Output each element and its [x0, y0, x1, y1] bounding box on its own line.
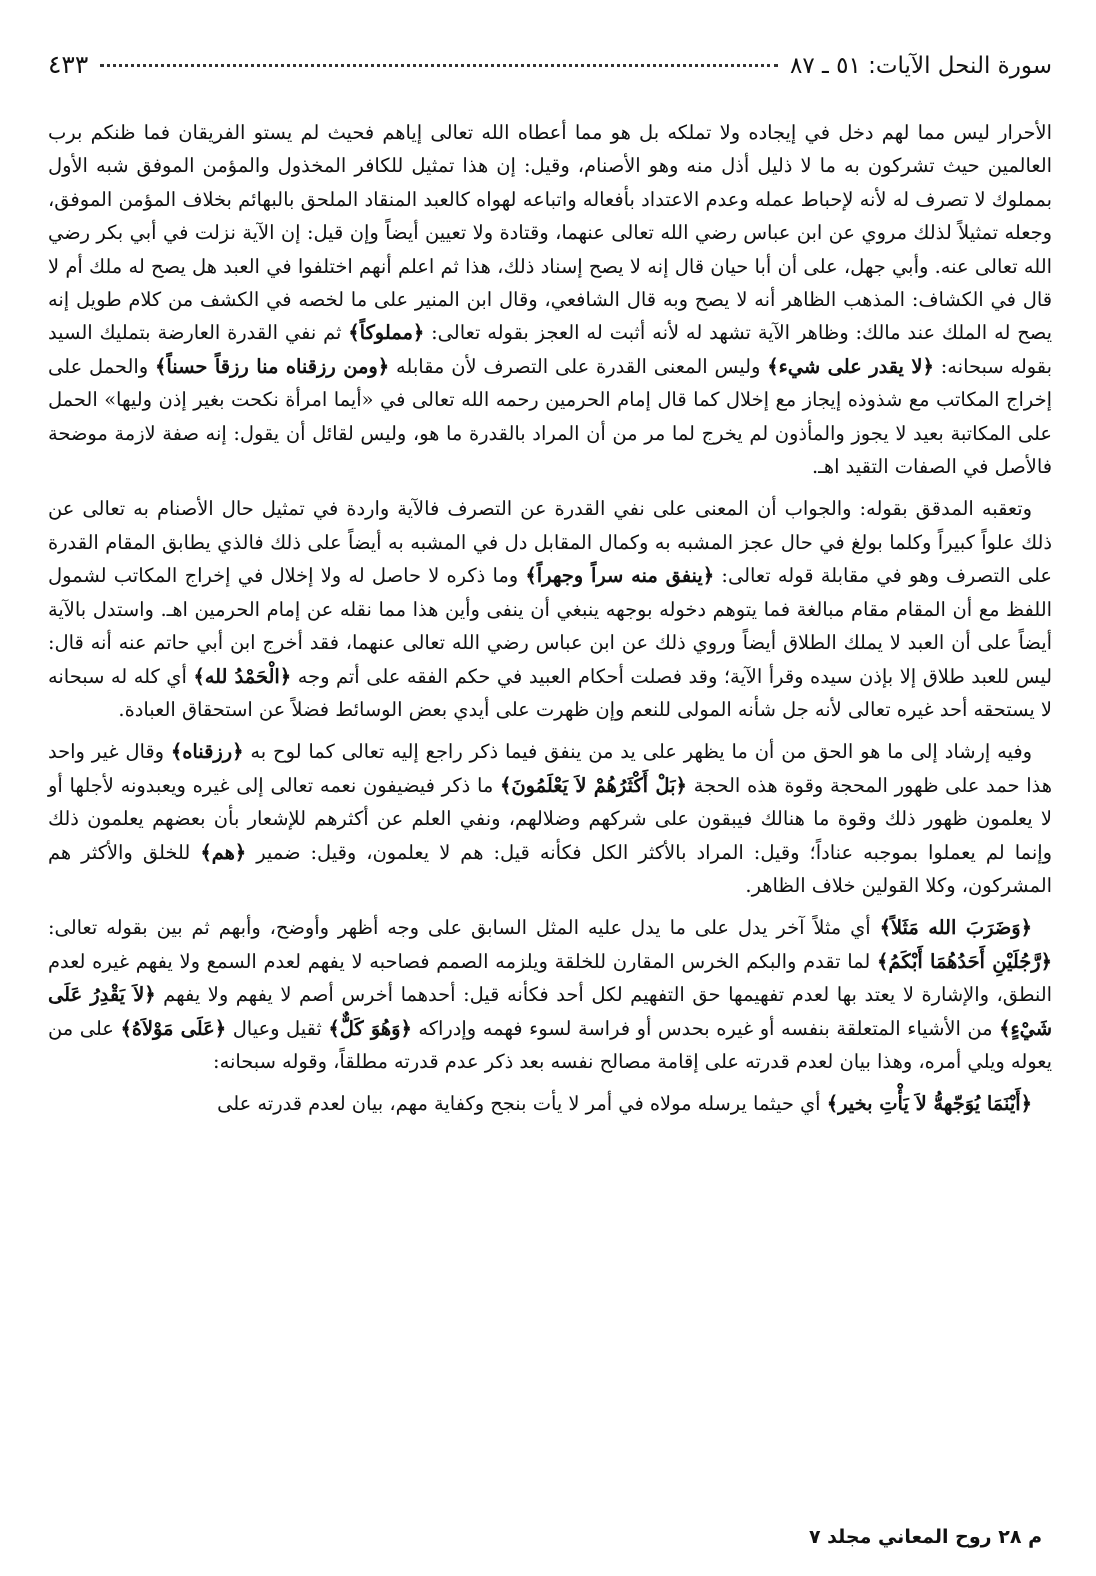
page-body: [48, 116, 1052, 1121]
text-run: وفيه إرشاد إلى ما هو الحق من أن ما يظهر على يد من ينفق فيما ذكر راجع إليه تعالى كما لوح به: [243, 740, 1032, 764]
quranic-quote: ﴿الْحَمْدُ لله﴾: [193, 664, 292, 688]
text-run: وقال غير واحد هذا حمد على ظهور المحجة وقوة هذه الحجة: [48, 740, 1052, 797]
page-footer: م ٢٨ روح المعاني مجلد ٧: [808, 1526, 1042, 1548]
quranic-quote: ﴿رزقناه﴾: [170, 740, 244, 764]
quranic-quote: ﴿لا يقدر على شيء﴾: [767, 354, 934, 378]
quranic-quote: ﴿وَهُوَ كَلٌّ﴾: [328, 1016, 412, 1040]
paragraph: [48, 911, 1052, 1078]
text-run: ثقيل وعيال: [226, 1016, 329, 1040]
header-leader-dots: [100, 63, 778, 67]
text-run: وما ذكره لا حاصل له ولا إخلال في إخراج المكاتب لشمول اللفظ مع أن المقام مقام مبالغة فما يتوهم دخوله بوجهه ينبغي أن ينفى وأين هذا مما نقله عن إمام الحرمين اهـ. واستدل بالآية أيضاً على أن العبد لا يملك الطلاق أيضاً وروي ذلك عن ابن عباس رضي الله تعالى عنهما، فقد أخرج ابن أبي حاتم عنه أنه قال: ليس للعبد طلاق إلا بإذن سيده وقرأ الآية؛ وقد فصلت أحكام العبيد في حكم الفقه على أتم وجه: [48, 564, 1053, 688]
quranic-quote: ﴿مملوكاً﴾: [348, 321, 425, 345]
paragraph: [48, 492, 1052, 726]
paragraph: [48, 116, 1052, 483]
quranic-quote: ﴿رَّجُلَيْنِ أَحَدُهُمَا أَبْكَمُ﴾: [876, 949, 1052, 973]
text-run: والحمل على إخراج المكاتب مع شذوذه إيجاز مع إخلال كما قال إمام الحرمين رحمه الله تعالى في «أيما امرأة نكحت بغير إذن وليها» الحمل على المكاتبة بعيد لا يجوز والمأذون لم يخرج لما مر من أن المراد بالقدرة ما هو، وليس لقائل أن يقول: إنه صفة لازمة موضحة فالأصل في الصفات التقيد اهـ.: [48, 354, 1052, 479]
text-run: ما ذكر فيضيفون نعمه تعالى إلى غيره ويعبدونه لأجلها أو لا يعلمون ظهور ذلك وقوة ما هنالك فيبقون على شركهم وضلالهم، ونفي العلم عن أكثرهم للإشعار بأن بعضهم يعلمون ذلك وإنما لم يعملوا بموجبه عناداً؛ وقيل: المراد بالأكثر الكل فكأنه قيل: هم لا يعلمون، وقيل: ضمير: [48, 773, 1052, 864]
quranic-quote: ﴿أَيْنَمَا يُوَجّههُّ لاَ يَأْتِ بخير﴾: [826, 1092, 1032, 1116]
chapter-title: سورة النحل الآيات: ٥١ ـ ٨٧: [790, 53, 1052, 79]
text-run: لما تقدم والبكم الخرس المقارن للخلقة ويلزمه الصمم فصاحبه لا يفهم لعدم السمع ولا يفهم غيره لعدم النطق، والإشارة لا يعتد بها لعدم تفهيمها حق التفهيم لكل أحد فكأنه قيل: أحدهما أخرس أصم لا يفهم ولا يفهم: [48, 949, 1053, 1007]
text-run: وتعقبه المدقق بقوله: والجواب أن المعنى على نفي القدرة عن التصرف فالآية واردة في تمثيل حال الأصنام به تعالى عن ذلك علواً كبيراً وكلما بولغ في حال عجز المشبه به وكمال المقابل دل في المشبه به أيضاً على ذلك فالذي يطابق المقام القدرة على التصرف وهو في مقابلة قوله تعالى:: [48, 497, 1052, 588]
page-number: ٤٣٣: [48, 50, 89, 79]
quranic-quote: ﴿وَضَرَبَ الله مَثَلاً﴾: [879, 916, 1032, 940]
quranic-quote: ﴿ومن رزقناه منا رزقاً حسناً﴾: [155, 354, 390, 378]
paragraph: [48, 735, 1052, 902]
text-run: من الأشياء المتعلقة بنفسه أو غيره بحدس أو فراسة لسوء فهمه وإدراكه: [411, 1016, 1000, 1040]
quranic-quote: ﴿لاَ يَقْدِرُ عَلَى شَيْءٍ﴾: [48, 983, 1053, 1040]
quranic-quote: ﴿عَلَى مَوْلاَهُ﴾: [120, 1016, 227, 1040]
quranic-quote: ﴿بَلْ أَكْثَرُهُمْ لاَ يَعْلَمُونَ﴾: [500, 773, 687, 797]
text-run: أي كله له سبحانه لا يستحقه أحد غيره تعالى لأنه جل شأنه المولى للنعم وإن ظهرت على أيدي بعض الوسائط فضلاً عن استحقاق العبادة.: [48, 664, 1052, 721]
quranic-quote: ﴿ينفق منه سراً وجهراً﴾: [525, 564, 715, 588]
quranic-quote: ﴿هم﴾: [200, 840, 247, 864]
text-run: أي مثلاً آخر يدل على ما يدل عليه المثل السابق على وجه أظهر وأوضح، وأبهم ثم بين بقوله تعالى:: [48, 916, 880, 940]
text-run: الأحرار ليس مما لهم دخل في إيجاده ولا تملكه بل هو مما أعطاه الله تعالى إياهم فحيث لم يستو الفريقان فما ظنكم برب العالمين حيث تشركون به ما لا ذليل أذل منه وهو الأصنام، وقيل: إن هذا تمثيل للكافر المخذول والمؤمن الموفق شبه الأول بمملوك لا تصرف له لأنه لإحباط عمله وعدم الاعتداد بأفعاله واتباعه لهواه كالعبد المنقاد الملحق بالبهائم بخلاف المؤمن الموفق، وجعله تمثيلاً لذلك مروي عن ابن عباس رضي الله تعالى عنهما، وقتادة ولا تعيين أيضاً وإن قيل: إن الآية نزلت في أبي بكر رضي الله تعالى عنه. وأبي جهل، على أن أبا حيان قال إنه لا يصح إسناد ذلك، هذا ثم اعلم أنهم اختلفوا في العبد هل يصح له ملك أم لا قال في الكشاف: المذهب الظاهر أنه لا يصح وبه قال الشافعي، وقال ابن المنير على ما لخصه في الكشف من كلام طويل إنه يصح له الملك عند مالك: وظاهر الآية تشهد له لأنه أثبت له العجز بقوله تعالى:: [48, 121, 1052, 345]
running-header: [48, 50, 1052, 90]
paragraph: [48, 1087, 1052, 1120]
text-run: وليس المعنى القدرة على التصرف لأن مقابله: [389, 354, 768, 378]
text-run: على من يعوله ويلي أمره، وهذا بيان لعدم قدرته على إقامة مصالح نفسه بعد ذكر عدم قدرته مطلقاً، وقوله سبحانه:: [48, 1016, 1052, 1073]
text-run: أي حيثما يرسله مولاه في أمر لا يأت بنجح وكفاية مهم، بيان لعدم قدرته على: [217, 1092, 827, 1116]
text-run: للخلق والأكثر هم المشركون، وكلا القولين خلاف الظاهر.: [48, 840, 1052, 897]
text-run: ثم نفي القدرة العارضة بتمليك السيد بقوله سبحانه:: [48, 321, 1052, 378]
